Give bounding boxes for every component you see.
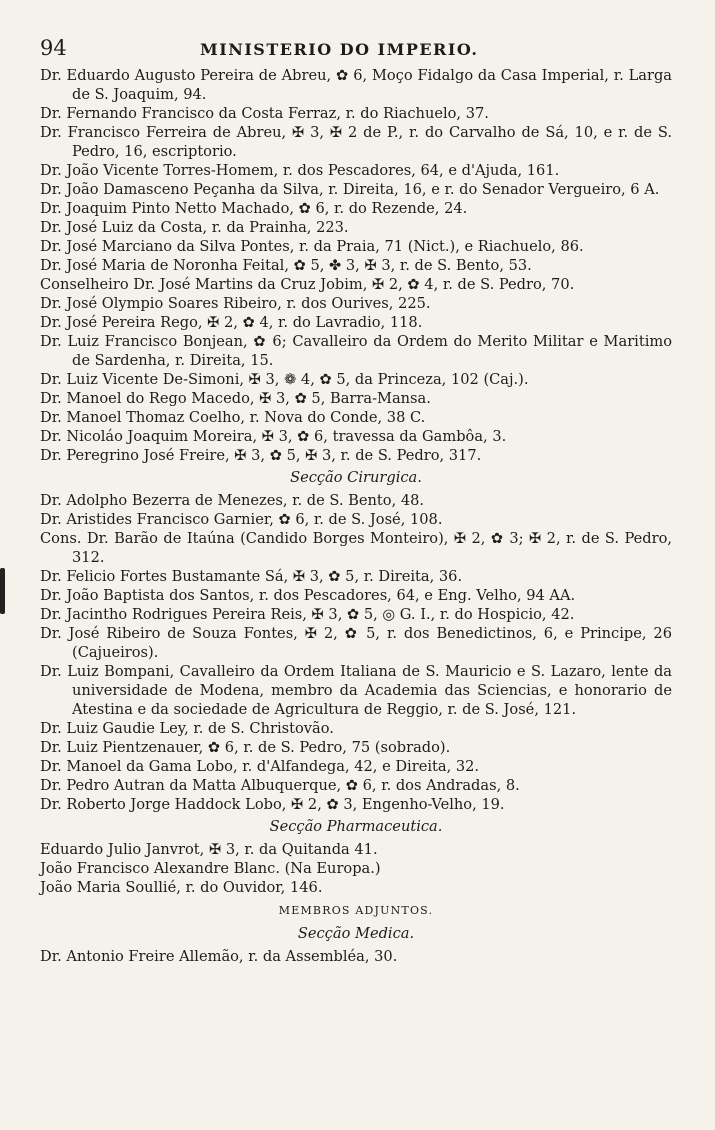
entry-item: Dr. Fernando Francisco da Costa Ferraz, r. do Riachuelo, 37. [40, 105, 489, 122]
section-cirurgica-heading: Secção Cirurgica. [290, 469, 422, 486]
entry-item: Dr. João Baptista dos Santos, r. dos Pescadores, 64, e Eng. Velho, 94 AA. [40, 587, 576, 604]
entry-item: Eduardo Julio Janvrot, ✠ 3, r. da Quitanda 41. [40, 841, 378, 858]
entry-item: Dr. José Pereira Rego, ✠ 2, ✿ 4, r. do Lavradio, 118. [40, 314, 423, 331]
entry-item: Dr. Adolpho Bezerra de Menezes, r. de S. Bento, 48. [40, 492, 425, 509]
entry-item: Dr. Joaquim Pinto Netto Machado, ✿ 6, r. do Rezende, 24. [40, 200, 468, 217]
entry-item: João Maria Soullié, r. do Ouvidor, 146. [40, 879, 323, 896]
entry-item: Dr. Roberto Jorge Haddock Lobo, ✠ 2, ✿ 3, Engenho-Velho, 19. [40, 796, 505, 813]
entry-item: Dr. Antonio Freire Allemão, r. da Assembléa, 30. [40, 948, 398, 965]
entry-item: Dr. Felicio Fortes Bustamante Sá, ✠ 3, ✿ 5, r. Direita, 36. [40, 568, 463, 585]
entry-item: João Francisco Alexandre Blanc. (Na Europa.) [40, 860, 381, 877]
entry-item: Dr. José Marciano da Silva Pontes, r. da Praia, 71 (Nict.), e Riachuelo, 86. [40, 238, 584, 255]
entry-item: Dr. João Vicente Torres-Homem, r. dos Pescadores, 64, e d'Ajuda, 161. [40, 162, 560, 179]
entry-item: Dr. José Ribeiro de Souza Fontes, ✠ 2, ✿ 5, r. dos Benedictinos, 6, e Principe, 26 (Cajueiros). [40, 625, 672, 661]
entry-item: Dr. Pedro Autran da Matta Albuquerque, ✿ 6, r. dos Andradas, 8. [40, 777, 520, 794]
page-header [40, 36, 670, 62]
entries-cirurgica [40, 491, 672, 814]
section-pharmaceutica-heading: Secção Pharmaceutica. [269, 818, 443, 835]
entry-item: Dr. Francisco Ferreira de Abreu, ✠ 3, ✠ 2 de P., r. do Carvalho de Sá, 10, e r. de S. Pedro, 16, escriptorio. [40, 124, 672, 160]
membros-adjuntos-heading: MEMBROS ADJUNTOS. [278, 904, 434, 917]
page-body [40, 66, 672, 966]
entry-item: Dr. José Luiz da Costa, r. da Prainha, 223. [40, 219, 349, 236]
entry-item: Dr. João Damasceno Peçanha da Silva, r. Direita, 16, e r. do Senador Vergueiro, 6 A. [40, 181, 660, 198]
entries-adjuntos-medica [40, 947, 672, 966]
entry-item: Dr. Manoel da Gama Lobo, r. d'Alfandega, 42, e Direita, 32. [40, 758, 480, 775]
entry-item: Dr. Eduardo Augusto Pereira de Abreu, ✿ 6, Moço Fidalgo da Casa Imperial, r. Larga de S. Joaquim, 94. [40, 67, 672, 103]
entries-medica [40, 66, 672, 465]
page-number: 94 [40, 36, 67, 60]
entry-item: Dr. Peregrino José Freire, ✠ 3, ✿ 5, ✠ 3, r. de S. Pedro, 317. [40, 447, 482, 464]
entry-item: Dr. Manoel Thomaz Coelho, r. Nova do Conde, 38 C. [40, 409, 426, 426]
section-medica-heading: Secção Medica. [297, 925, 415, 942]
entry-item: Dr. Luiz Gaudie Ley, r. de S. Christovão. [40, 720, 334, 737]
binding-mark [0, 568, 5, 614]
entry-item: Dr. José Olympio Soares Ribeiro, r. dos Ourives, 225. [40, 295, 431, 312]
entry-item: Dr. Luiz Francisco Bonjean, ✿ 6; Cavalleiro da Ordem do Merito Militar e Maritimo de Sardenha, r. Direita, 15. [40, 333, 672, 369]
entry-item: Dr. José Maria de Noronha Feital, ✿ 5, ✤ 3, ✠ 3, r. de S. Bento, 53. [40, 257, 532, 274]
entry-item: Dr. Nicoláo Joaquim Moreira, ✠ 3, ✿ 6, travessa da Gambôa, 3. [40, 428, 507, 445]
entry-item: Dr. Luiz Vicente De-Simoni, ✠ 3, ❁ 4, ✿ 5, da Princeza, 102 (Caj.). [40, 371, 529, 388]
entry-item: Dr. Jacintho Rodrigues Pereira Reis, ✠ 3, ✿ 5, ◎ G. I., r. do Hospicio, 42. [40, 606, 575, 623]
page-title: MINISTERIO DO IMPERIO. [200, 40, 479, 59]
entry-item: Dr. Luiz Pientzenauer, ✿ 6, r. de S. Pedro, 75 (sobrado). [40, 739, 451, 756]
entry-item: Dr. Aristides Francisco Garnier, ✿ 6, r. de S. José, 108. [40, 511, 443, 528]
entry-item: Cons. Dr. Barão de Itaúna (Candido Borges Monteiro), ✠ 2, ✿ 3; ✠ 2, r. de S. Pedro, 312. [40, 530, 672, 566]
entries-pharmaceutica [40, 840, 672, 897]
entry-item: Conselheiro Dr. José Martins da Cruz Jobim, ✠ 2, ✿ 4, r. de S. Pedro, 70. [40, 276, 575, 293]
entry-item: Dr. Luiz Bompani, Cavalleiro da Ordem Italiana de S. Mauricio e S. Lazaro, lente da universidade de Modena, membro da Academia das Sciencias, e honorario de Atestina e da sociedade de Agricultura de Reggio, r. de S. José, 121. [40, 663, 672, 718]
entry-item: Dr. Manoel do Rego Macedo, ✠ 3, ✿ 5, Barra-Mansa. [40, 390, 431, 407]
